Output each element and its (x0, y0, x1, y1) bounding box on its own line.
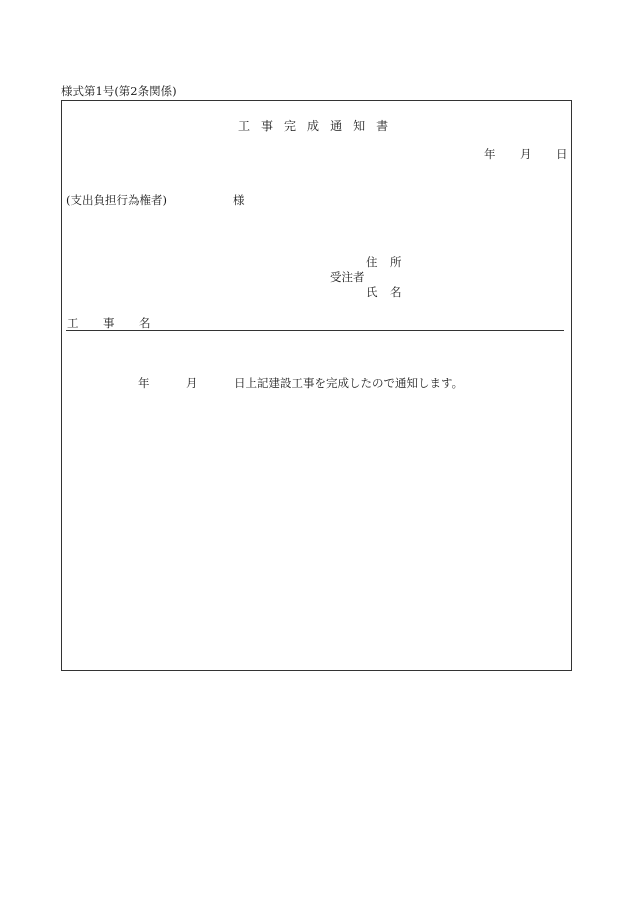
name-label-char: 氏 (366, 285, 378, 299)
date-day-label: 日 (556, 147, 568, 161)
address-label-char: 所 (390, 255, 402, 269)
title-char: 知 (353, 119, 366, 133)
title-char: 書 (376, 119, 389, 133)
date-year-label: 年 (484, 147, 496, 161)
address-label-char: 住 (366, 255, 378, 269)
form-number-label: 様式第1号(第2条関係) (61, 84, 177, 98)
date-month-label: 月 (520, 147, 532, 161)
title-char: 事 (261, 119, 274, 133)
completion-month-label: 月 (186, 376, 198, 390)
document-title (238, 120, 388, 132)
completion-statement: 日上記建設工事を完成したので通知します。 (234, 376, 464, 390)
project-name-label-char: 事 (103, 316, 115, 330)
project-name-label-char: 名 (139, 316, 151, 330)
name-label-char: 名 (390, 285, 402, 299)
title-char: 成 (307, 119, 320, 133)
contractor-label: 受注者 (330, 270, 365, 284)
project-name-label-char: 工 (67, 316, 79, 330)
completion-year-label: 年 (138, 376, 150, 390)
title-char: 通 (330, 119, 343, 133)
addressee-honorific: 様 (233, 193, 245, 207)
title-char: 工 (238, 119, 251, 133)
addressee-name: (支出負担行為権者) (66, 193, 167, 207)
title-char: 完 (284, 119, 297, 133)
project-name-underline (66, 330, 564, 331)
